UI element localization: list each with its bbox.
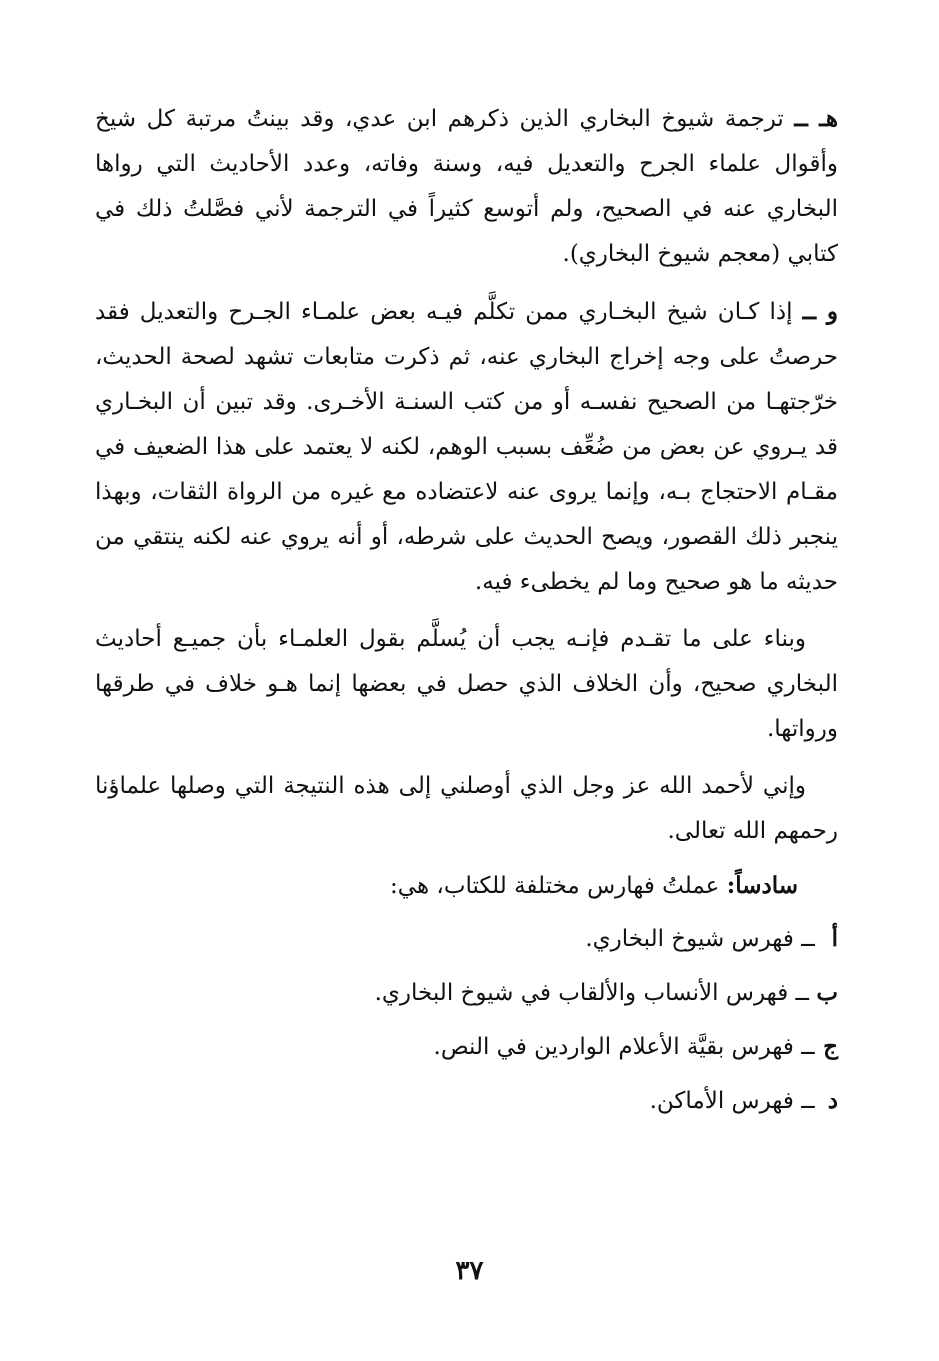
index-item-text: ــ فهرس شيوخ البخاري. <box>585 926 822 952</box>
indexes-intro <box>95 860 838 912</box>
index-item <box>95 912 838 966</box>
indexes-intro-text: عملتُ فهارس مختلفة للكتاب، هي: <box>390 873 727 899</box>
index-item <box>95 1074 838 1128</box>
index-item <box>95 1020 838 1074</box>
index-item-text: ــ فهرس الأنساب والألقاب في شيوخ البخاري. <box>374 980 817 1006</box>
paragraph-text: ترجمة شيوخ البخاري الذين ذكرهم ابن عدي، وقد بينتُ مرتبة كل شيخ وأقوال علماء الجرح والتعديل فيه، وسنة وفاته، وعدد الأحاديث التي رواها البخاري عنه في الصحيح، ولم أتوسع كثيراً في الترجمة لأني فصَّلتُ ذلك في كتابي (معجم شيوخ البخاري). <box>95 106 838 267</box>
index-item-letter: أ <box>831 925 838 952</box>
index-item <box>95 966 838 1020</box>
paragraph-text: إذا كـان شيخ البخـاري ممن تكلَّم فيـه بعض علمـاء الجـرح والتعديل فقد حرصتُ على وجه إخراج البخاري عنه، ثم ذكرت متابعات تشهد لصحة الحديث، خرّجتهـا من الصحيح نفسـه أو من كتب السنـة الأخـرى. وقد تبين أن البخـاري قد يـروي عن بعض من ضُعِّف بسبب الوهم، لكنه لا يعتمد على هذا الضعيف في مقـام الاحتجاج بـه، وإنما يروى عنه لاعتضاده مع غيره من الرواة الثقات، وبهذا ينجبر ذلك القصور، ويصح الحديث على شرطه، أو أنه يروي عنه لكنه ينتقي من حديثه ما هو صحيح وما لم يخطىء فيه. <box>95 299 838 595</box>
paragraph-marker: و ــ <box>802 298 839 325</box>
paragraph-conclusion: وبناء على ما تقـدم فإنـه يجب أن يُسلَّم بقول العلمـاء بأن جميـع أحاديث البخاري صحيح، وأن الخلاف الذي حصل في بعضها إنما هـو خلاف في طرقها ورواتها. <box>95 626 838 742</box>
page-body <box>95 96 838 1128</box>
indexes-intro-label: سادساً: <box>726 872 798 899</box>
paragraph-marker: هـ ــ <box>794 105 838 132</box>
indexes-section <box>95 860 838 1128</box>
page-number: ٣٧ <box>455 1256 484 1286</box>
index-item-letter: ب <box>816 979 838 1006</box>
index-item-text: ــ فهرس بقيَّة الأعلام الواردين في النص. <box>433 1034 822 1060</box>
index-item-letter: ج <box>823 1033 838 1060</box>
paragraph-translation-of-sheikhs <box>95 96 838 277</box>
paragraph-gratitude: وإني لأحمد الله عز وجل الذي أوصلني إلى هذه النتيجة التي وصلها علماؤنا رحمهم الله تعالى. <box>95 773 838 844</box>
paragraph-criticized-sheikhs <box>95 289 838 605</box>
indexes-list <box>95 912 838 1128</box>
index-item-text: ــ فهرس الأماكن. <box>649 1088 822 1114</box>
index-item-letter: د <box>827 1087 838 1114</box>
